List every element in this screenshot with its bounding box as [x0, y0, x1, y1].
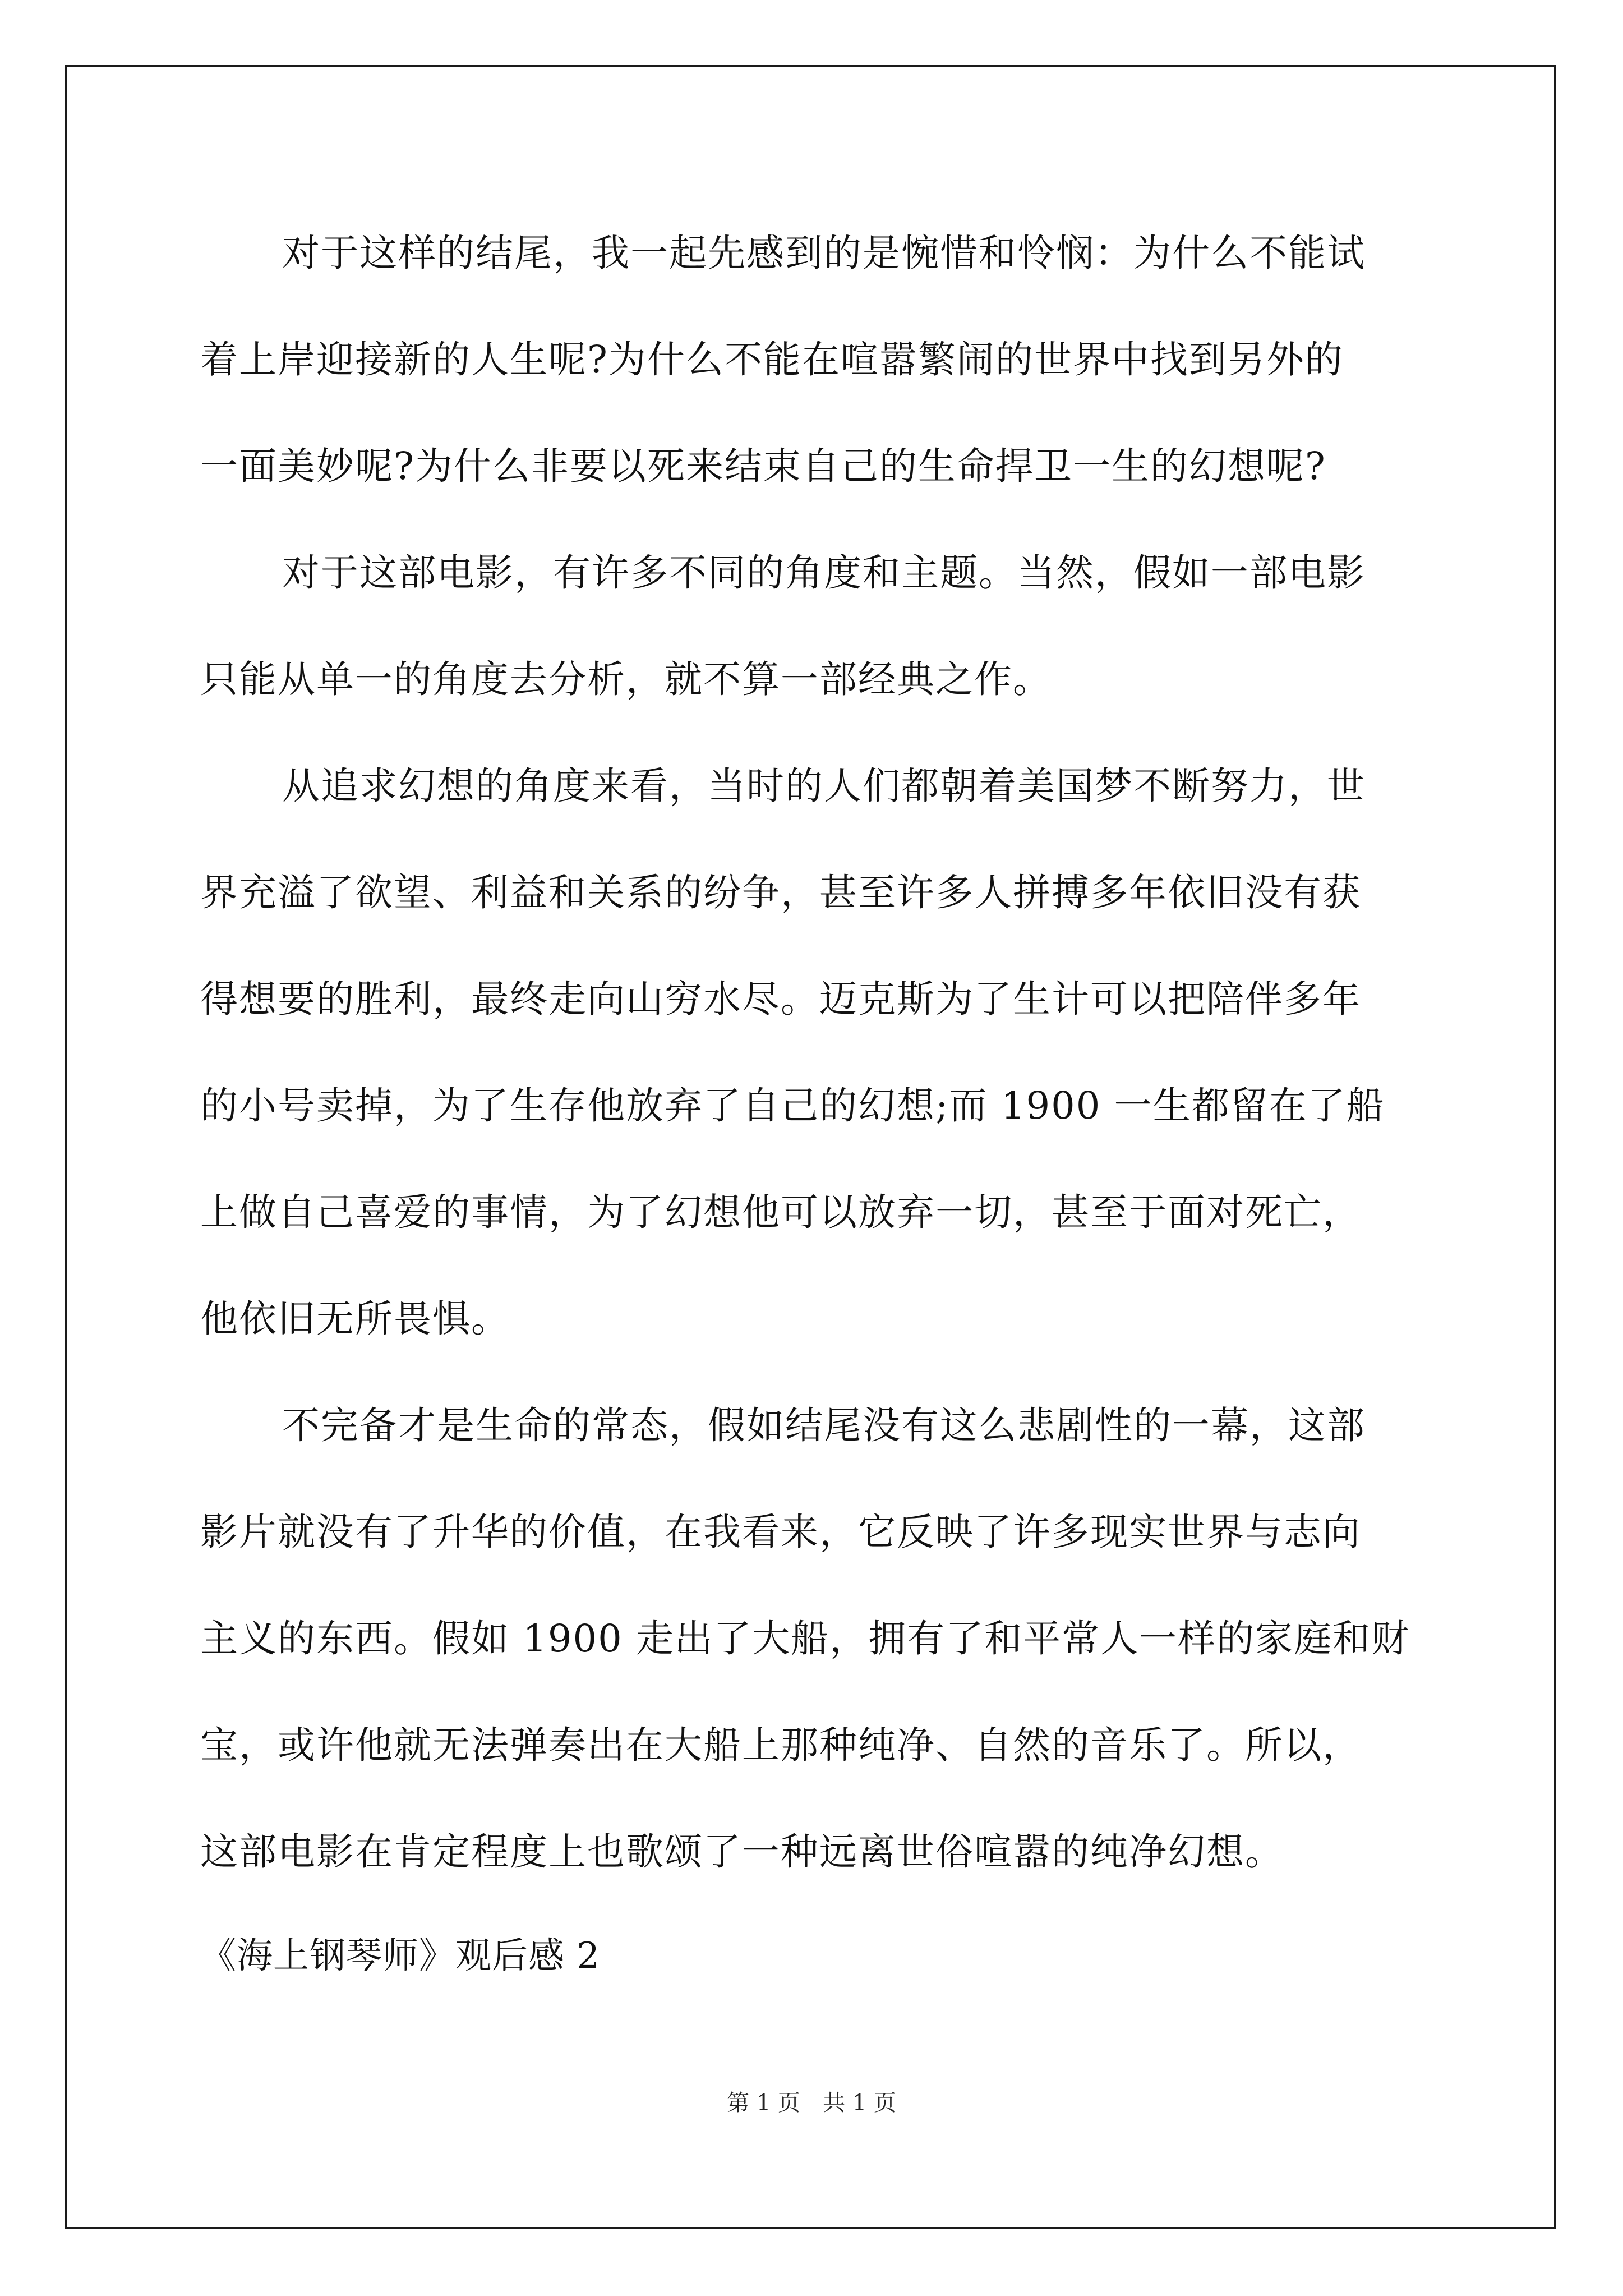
paragraph-3-line-3: 得想要的胜利，最终走向山穷水尽。迈克斯为了生计可以把陪伴多年 — [200, 977, 1361, 1021]
paragraph-4-line-1: 不完备才是生命的常态，假如结尾没有这么悲剧性的一幕，这部 — [282, 1404, 1366, 1447]
paragraph-4-line-5: 这部电影在肯定程度上也歌颂了一种远离世俗喧嚣的纯净幻想。 — [200, 1830, 1284, 1874]
paragraph-1-line-3: 一面美妙呢?为什么非要以死来结束自己的生命捍卫一生的幻想呢? — [200, 444, 1326, 488]
paragraph-4-line-2: 影片就没有了升华的价值，在我看来，它反映了许多现实世界与志向 — [200, 1510, 1361, 1554]
paragraph-4-line-3: 主义的东西。假如 1900 走出了大船，拥有了和平常人一样的家庭和财 — [200, 1617, 1410, 1660]
paragraph-1-line-1: 对于这样的结尾，我一起先感到的是惋惜和怜悯：为什么不能试 — [282, 231, 1366, 275]
section-subtitle: 《海上钢琴师》观后感 2 — [200, 1935, 601, 1977]
paragraph-3-line-6: 他依旧无所畏惧。 — [200, 1297, 510, 1341]
paragraph-3-line-1: 从追求幻想的角度来看，当时的人们都朝着美国梦不断努力，世 — [282, 764, 1366, 808]
paragraph-3-line-4: 的小号卖掉，为了生存他放弃了自己的幻想;而 1900 一生都留在了船 — [200, 1084, 1385, 1128]
paragraph-4-line-4: 宝，或许他就无法弹奏出在大船上那种纯净、自然的音乐了。所以， — [200, 1723, 1361, 1767]
paragraph-3-line-2: 界充溢了欲望、利益和关系的纷争，甚至许多人拼搏多年依旧没有获 — [200, 871, 1361, 914]
page-footer: 第 1 页 共 1 页 — [727, 2090, 896, 2116]
paragraph-2-line-2: 只能从单一的角度去分析，就不算一部经典之作。 — [200, 657, 1052, 701]
paragraph-1-line-2: 着上岸迎接新的人生呢?为什么不能在喧嚣繁闹的世界中找到另外的 — [200, 338, 1344, 381]
paragraph-2-line-1: 对于这部电影，有许多不同的角度和主题。当然，假如一部电影 — [282, 551, 1366, 595]
paragraph-3-line-5: 上做自己喜爱的事情，为了幻想他可以放弃一切，甚至于面对死亡， — [200, 1190, 1361, 1234]
page-border — [65, 65, 1556, 2229]
